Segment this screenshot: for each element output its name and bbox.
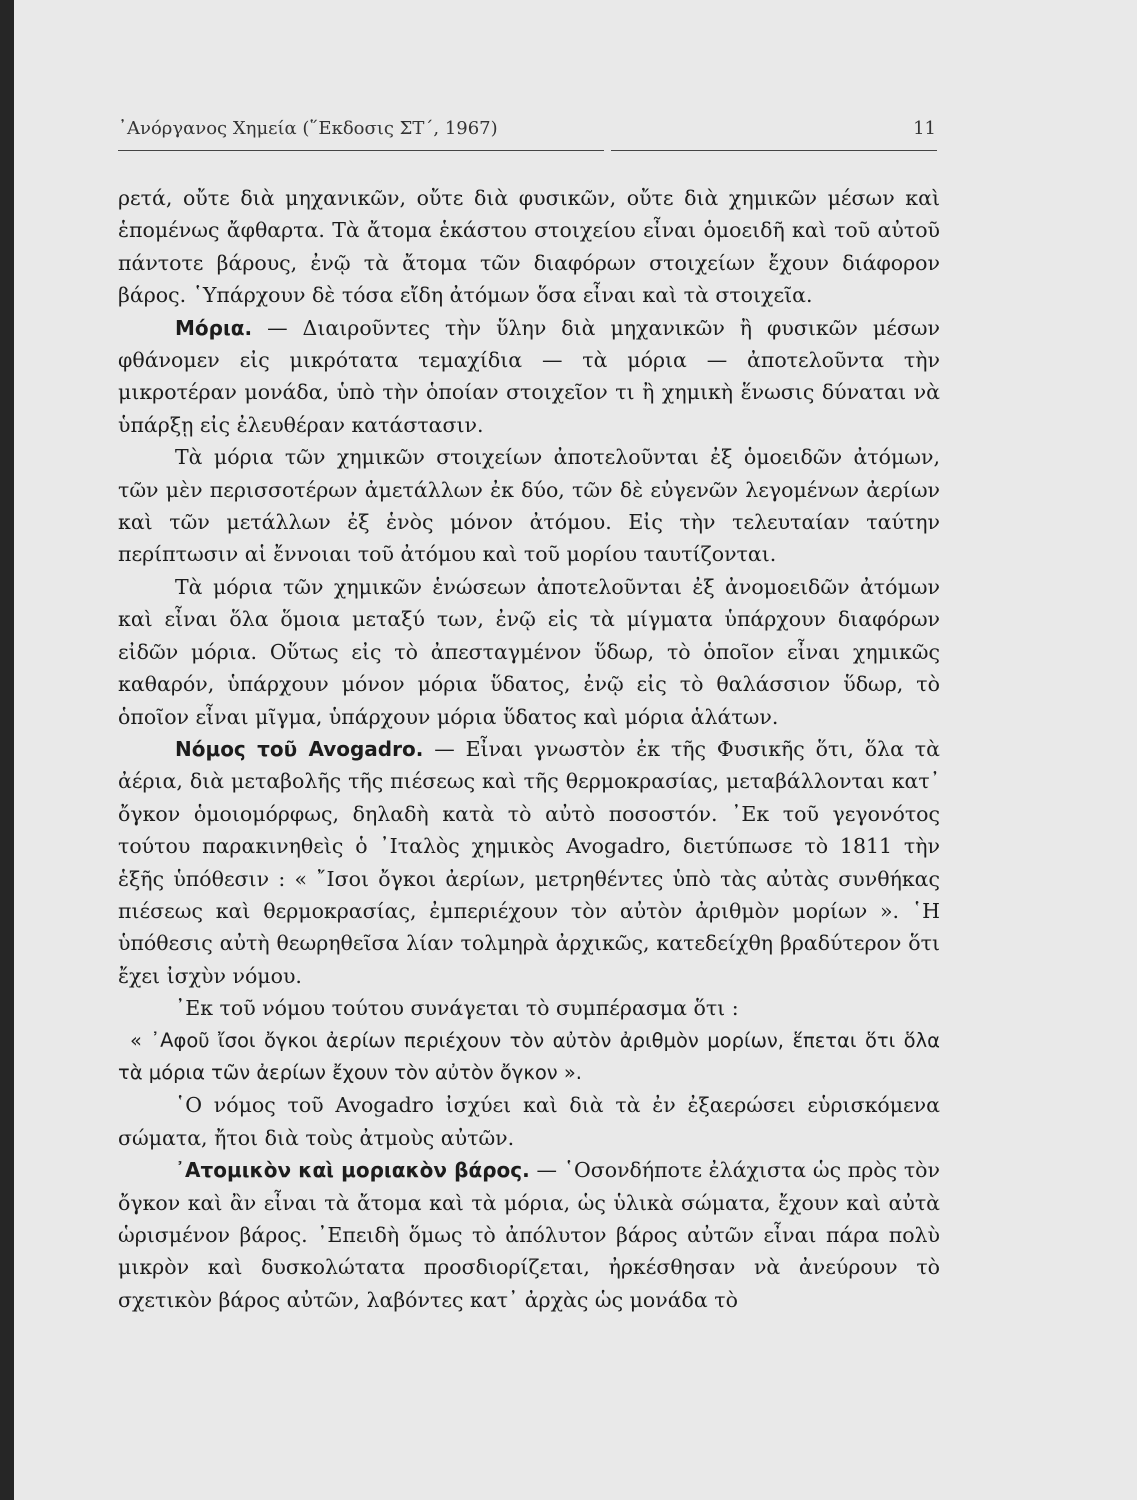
paragraph-vapors: ῾Ο νόμος τοῦ Avogadro ἰσχύει καὶ διὰ τὰ ἐν ἐξαερώσει εὑρισκόμενα σώματα, ἤτοι διὰ τοὺς ἀτμοὺς αὐτῶν. [118, 1093, 940, 1150]
paragraph-avogadro-law [118, 733, 940, 992]
paragraph-compound-molecules: Τὰ μόρια τῶν χημικῶν ἑνώσεων ἀποτελοῦνται ἐξ ἀνομοειδῶν ἀτόμων καὶ εἶναι ὅλα ὅμοια μεταξύ των, ἐνῷ εἰς τὰ μίγματα ὑπάρχουν διαφόρων εἰδῶν μόρια. Οὕτως εἰς τὸ ἀπεσταγμένον ὕδωρ, τὸ ὁποῖον εἶναι χημικῶς καθαρόν, ὑπάρχουν μόνον μόρια ὕδατος, ἐνῷ εἰς τὸ θαλάσσιον ὕδωρ, τὸ ὁποῖον εἶναι μῖγμα, ὑπάρχουν μόρια ὕδατος καὶ μόρια ἁλάτων. [118, 574, 940, 729]
section-heading-molecules: Μόρια. [175, 315, 253, 340]
quoted-conclusion: « ᾿Αφοῦ ἴσοι ὄγκοι ἀερίων περιέχουν τὸν αὐτὸν ἀριθμὸν μορίων, ἕπεται ὅτι ὅλα τὰ μόρια τῶν ἀερίων ἔχουν τὸν αὐτὸν ὄγκον ». [118, 1028, 940, 1084]
running-header [118, 118, 936, 139]
header-rule-right [611, 150, 937, 151]
paragraph-atomic-weight [118, 1154, 940, 1316]
paragraph-element-molecules: Τὰ μόρια τῶν χημικῶν στοιχείων ἀποτελοῦνται ἐξ ὁμοειδῶν ἀτόμων, τῶν μὲν περισσοτέρων ἀμετάλλων ἐκ δύο, τῶν δὲ εὐγενῶν λεγομένων ἀερίων καὶ τῶν μετάλλων ἐξ ἑνὸς μόνον ἀτόμου. Εἰς τὴν τελευταίαν ταύτην περίπτωσιν αἱ ἔννοιαι τοῦ ἀτόμου καὶ τοῦ μορίου ταυτίζονται. [118, 445, 940, 567]
paragraph-text: — ῾Οσονδήποτε ἐλάχιστα ὡς πρὸς τὸν ὄγκον καὶ ἂν εἶναι τὰ ἄτομα καὶ τὰ μόρια, ὡς ὑλικὰ σώματα, ἔχουν καὶ αὐτὰ ὡρισμένον βάρος. ᾿Επειδὴ ὅμως τὸ ἀπόλυτον βάρος αὐτῶν εἶναι πάρα πολὺ μικρὸν καὶ δυσκολώτατα προσδιορίζεται, ἠρκέσθησαν νὰ ἀνεύρουν τὸ σχετικὸν βάρος αὐτῶν, λαβόντες κατ᾿ ἀρχὰς ὡς μονάδα τὸ [118, 1158, 940, 1312]
paragraph-conclusion-intro: ᾿Εκ τοῦ νόμου τούτου συνάγεται τὸ συμπέρασμα ὅτι : [175, 996, 739, 1021]
section-heading-atomic-weight: ᾿Ατομικὸν καὶ μοριακὸν βάρος. [175, 1158, 530, 1183]
paragraph-text: — Εἶναι γνωστὸν ἐκ τῆς Φυσικῆς ὅτι, ὅλα τὰ ἀέρια, διὰ μεταβολῆς τῆς πιέσεως καὶ τῆς θερμοκρασίας, μεταβάλλονται κατ᾿ ὄγκον ὁμοιομόρφως, δηλαδὴ κατὰ τὸ αὐτὸ ποσοστόν. ᾿Εκ τοῦ γεγονότος τούτου παρακινηθεὶς ὁ ᾿Ιταλὸς χημικὸς Avogadro, διετύπωσε τὸ 1811 τὴν ἑξῆς ὑπόθεσιν : « ῎Ισοι ὄγκοι ἀερίων, μετρηθέντες ὑπὸ τὰς αὐτὰς συνθήκας πιέσεως καὶ θερμοκρασίας, ἐμπεριέχουν τὸν αὐτὸν ἀριθμὸν μορίων ». ῾Η ὑπόθεσις αὐτὴ θεωρηθεῖσα λίαν τολμηρὰ ἀρχικῶς, κατεδείχθη βραδύτερον ὅτι ἔχει ἰσχὺν νόμου. [118, 736, 940, 988]
section-heading-avogadro: Νόμος τοῦ Avogadro. [175, 736, 424, 761]
paragraph-atoms: ρετά, οὔτε διὰ μηχανικῶν, οὔτε διὰ φυσικῶν, οὔτε διὰ χημικῶν μέσων καὶ ἑπομένως ἄφθαρτα. Τὰ ἄτομα ἑκάστου στοιχείου εἶναι ὁμοειδῆ καὶ τοῦ αὐτοῦ πάντοτε βάρους, ἐνῷ τὰ ἄτομα τῶν διαφόρων στοιχείων ἔχουν διάφορον βάρος. ῾Υπάρχουν δὲ τόσα εἴδη ἀτόμων ὅσα εἶναι καὶ τὰ στοιχεῖα. [118, 186, 940, 308]
body-text [118, 182, 940, 1316]
paragraph-text: — Διαιροῦντες τὴν ὕλην διὰ μηχανικῶν ἢ φυσικῶν μέσων φθάνομεν εἰς μικρότατα τεμαχίδια — τὰ μόρια — ἀποτελοῦντα τὴν μικροτέραν μονάδα, ὑπὸ τὴν ὁποίαν στοιχεῖον τι ἢ χημικὴ ἕνωσις δύναται νὰ ὑπάρξῃ εἰς ἐλευθέραν κατάστασιν. [118, 315, 940, 437]
header-rule-left [118, 150, 604, 151]
page-number: 11 [913, 118, 936, 139]
scan-edge-shadow [0, 0, 14, 1500]
header-title: ᾿Ανόργανος Χημεία (῞Εκδοσις ΣΤ΄, 1967) [118, 118, 498, 139]
paragraph-molecules [118, 312, 940, 442]
